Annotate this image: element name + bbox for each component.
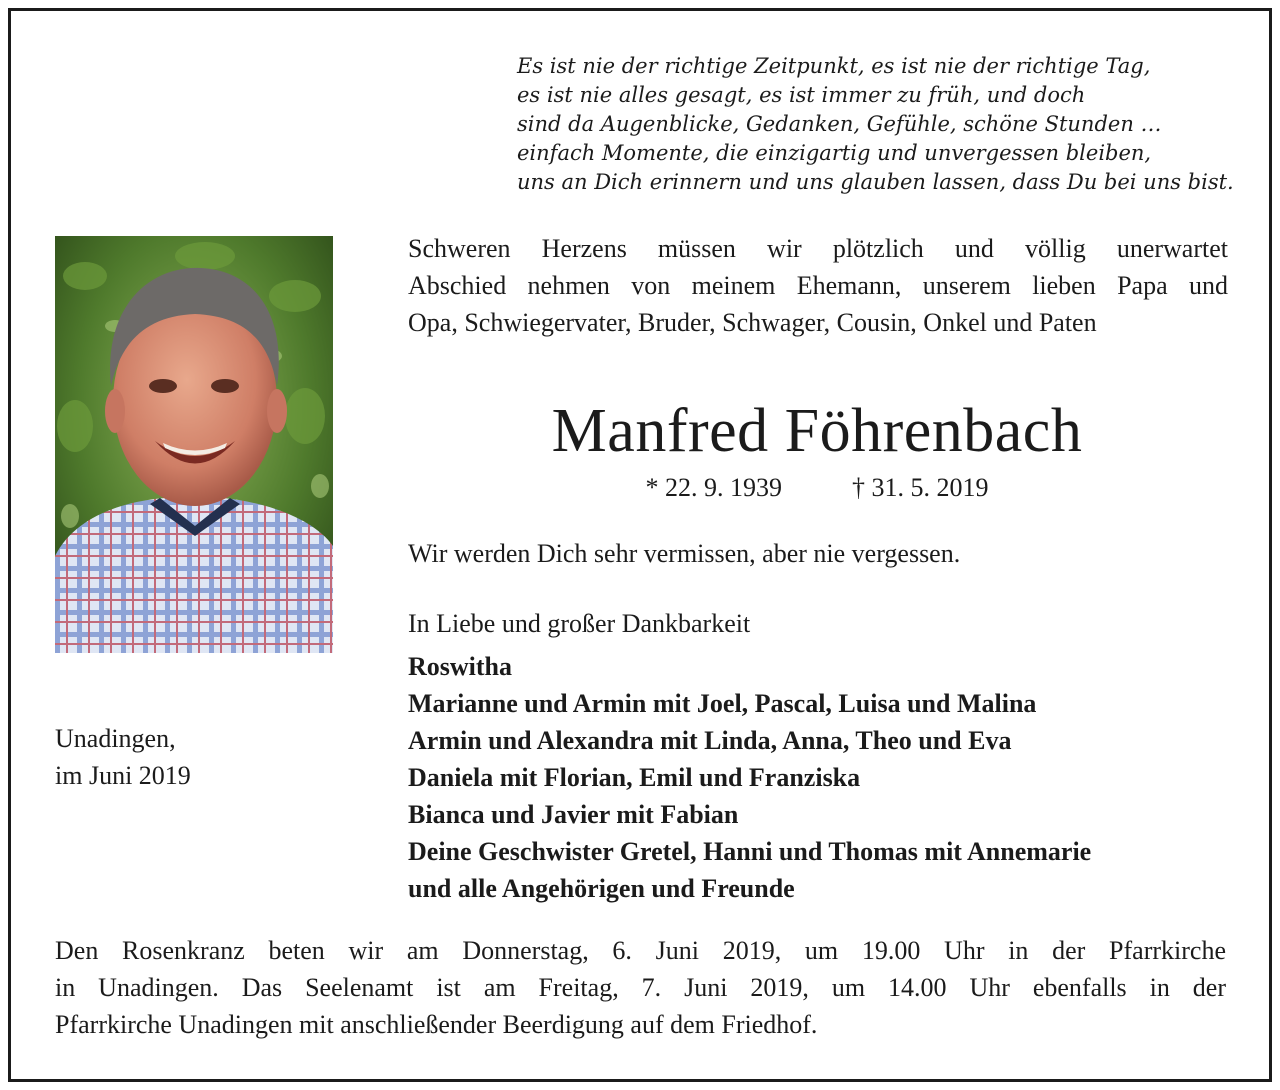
service-line: Den Rosenkranz beten wir am Donnerstag, 6. Juni 2019, um 19.00 Uhr in der Pfarrkirche bbox=[55, 936, 1226, 965]
service-line: in Unadingen. Das Seelenamt ist am Freitag, 7. Juni 2019, um 14.00 Uhr ebenfalls in der bbox=[55, 973, 1226, 1002]
family-member: Armin und Alexandra mit Linda, Anna, Theo und Eva bbox=[408, 726, 1012, 755]
family-member: Deine Geschwister Gretel, Hanni und Thomas mit Annemarie bbox=[408, 837, 1092, 866]
service-info bbox=[55, 932, 1226, 1043]
thanks-text: In Liebe und großer Dankbarkeit bbox=[408, 609, 751, 638]
memorial-poem bbox=[517, 52, 1237, 197]
family-member: Marianne und Armin mit Joel, Pascal, Luisa und Malina bbox=[408, 689, 1037, 718]
family-member: Daniela mit Florian, Emil und Franziska bbox=[408, 763, 861, 792]
place-line: im Juni 2019 bbox=[55, 761, 191, 790]
family-list bbox=[408, 648, 1091, 907]
intro-line: Opa, Schwiegervater, Bruder, Schwager, Cousin, Onkel und Paten bbox=[408, 308, 1097, 337]
missing-text: Wir werden Dich sehr vermissen, aber nie vergessen. bbox=[408, 539, 961, 568]
family-member: Roswitha bbox=[408, 652, 513, 681]
birth-date: * 22. 9. 1939 bbox=[645, 473, 782, 502]
poem-line: uns an Dich erinnern und uns glauben lassen, dass Du bei uns bist. bbox=[517, 170, 1234, 194]
service-line: Pfarrkirche Unadingen mit anschließender Beerdigung auf dem Friedhof. bbox=[55, 1010, 818, 1039]
intro-text bbox=[408, 230, 1228, 341]
deceased-name: Manfred Föhrenbach bbox=[551, 397, 1083, 465]
poem-line: es ist nie alles gesagt, es ist immer zu früh, und doch bbox=[517, 83, 1086, 107]
intro-line: Schweren Herzens müssen wir plötzlich und völlig unerwartet bbox=[408, 234, 1228, 263]
place-line: Unadingen, bbox=[55, 724, 176, 753]
poem-line: einfach Momente, die einzigartig und unvergessen bleiben, bbox=[517, 141, 1152, 165]
life-dates bbox=[408, 470, 1226, 506]
poem-line: Es ist nie der richtige Zeitpunkt, es ist nie der richtige Tag, bbox=[517, 54, 1151, 78]
place-and-date bbox=[55, 720, 191, 794]
family-member: Bianca und Javier mit Fabian bbox=[408, 800, 739, 829]
portrait-photo bbox=[55, 236, 333, 653]
poem-line: sind da Augenblicke, Gedanken, Gefühle, schöne Stunden … bbox=[517, 112, 1162, 136]
intro-line: Abschied nehmen von meinem Ehemann, unserem lieben Papa und bbox=[408, 271, 1228, 300]
family-member: und alle Angehörigen und Freunde bbox=[408, 874, 795, 903]
death-date: † 31. 5. 2019 bbox=[852, 473, 989, 502]
